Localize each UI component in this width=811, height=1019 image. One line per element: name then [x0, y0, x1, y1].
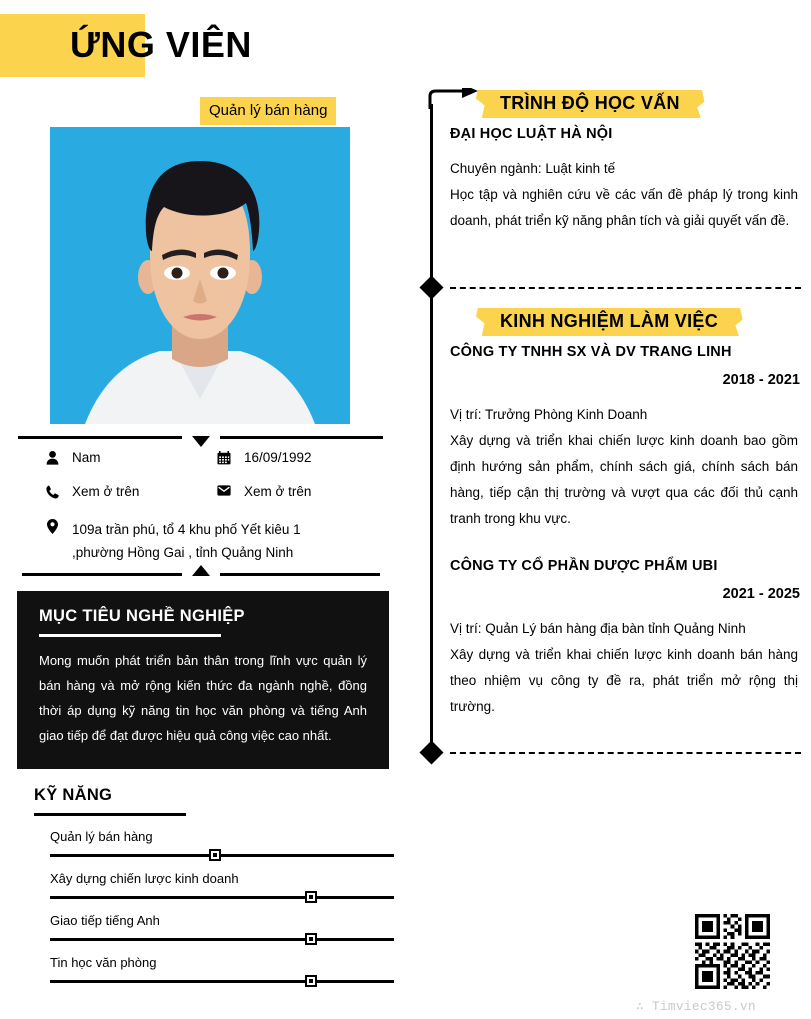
job-company: CÔNG TY TNHH SX VÀ DV TRANG LINH [450, 344, 732, 360]
job-description: Xây dựng và triển khai chiến lược kinh doanh bán hàng theo nhiệm vụ công ty đề ra, phát triển mở rộng thị trường. [450, 647, 798, 714]
qr-code-image [695, 914, 770, 989]
phone-value: Xem ở trên [72, 484, 140, 499]
skill-track-line [50, 854, 394, 857]
skill-label: Giao tiếp tiếng Anh [50, 913, 160, 928]
divider-top [18, 431, 383, 445]
skill-slider[interactable] [34, 975, 394, 987]
skill-track-line [50, 980, 394, 983]
career-objective-card [17, 591, 389, 769]
skill-item [34, 868, 394, 903]
location-pin-icon [44, 518, 60, 534]
education-major: Chuyên ngành: Luật kinh tế [450, 161, 616, 176]
email-value: Xem ở trên [244, 484, 312, 499]
address-value [72, 518, 301, 564]
contact-gender [44, 450, 101, 465]
timeline-spine [430, 104, 433, 754]
gender-value: Nam [72, 450, 101, 465]
skill-track-line [50, 896, 394, 899]
person-icon [44, 450, 60, 465]
objective-title: MỤC TIÊU NGHỀ NGHIỆP [39, 607, 245, 625]
skill-label: Tin học văn phòng [50, 955, 157, 970]
contact-email [216, 484, 311, 499]
job-years: 2018 - 2021 [722, 372, 800, 388]
timeline-dashed-line [450, 287, 801, 289]
experience-heading: KINH NGHIỆM LÀM VIỆC [486, 306, 732, 338]
avatar [50, 127, 350, 424]
skill-slider-handle[interactable] [305, 933, 317, 945]
skill-item [34, 952, 394, 987]
address-line-1: 109a trần phú, tổ 4 khu phố Yết kiêu 1 [72, 522, 301, 537]
contact-row-2 [18, 484, 400, 518]
education-school: ĐẠI HỌC LUẬT HÀ NỘI [450, 126, 613, 142]
skills-title: KỸ NĂNG [34, 786, 113, 804]
experience-job-1 [450, 344, 800, 532]
skills-section [34, 786, 394, 994]
contact-row-3 [18, 518, 400, 568]
skill-label: Quản lý bán hàng [50, 829, 153, 844]
timeline-arrow-icon [428, 88, 482, 110]
timeline-diamond [419, 275, 443, 299]
job-position: Vị trí: Trưởng Phòng Kinh Doanh [450, 407, 648, 422]
skills-rule [34, 813, 186, 816]
contact-list [18, 450, 400, 568]
skill-item [34, 910, 394, 945]
divider-bottom [22, 568, 380, 582]
portrait-illustration [50, 127, 350, 424]
job-position: Vị trí: Quản Lý bán hàng địa bàn tỉnh Quảng Ninh [450, 621, 746, 636]
objective-text: Mong muốn phát triển bản thân trong lĩnh vực quản lý bán hàng và mở rộng kiến thức đa ngành nghề, đồng thời áp dụng kỹ năng tin học văn phòng và tiếng Anh giao tiếp để đạt được hiệu quả công việc cao nhất. [39, 653, 367, 743]
skill-slider[interactable] [34, 933, 394, 945]
qr-code [695, 914, 770, 989]
phone-icon [44, 484, 60, 499]
objective-rule [39, 634, 221, 637]
contact-birthday [216, 450, 312, 465]
contact-row-1 [18, 450, 400, 484]
education-heading: TRÌNH ĐỘ HỌC VẤN [486, 88, 694, 120]
birthday-value: 16/09/1992 [244, 450, 312, 465]
skill-track-line [50, 938, 394, 941]
contact-address [44, 518, 394, 564]
skill-item [34, 826, 394, 861]
contact-phone [44, 484, 139, 499]
calendar-icon [216, 450, 232, 465]
skill-slider[interactable] [34, 849, 394, 861]
job-title-badge: Quản lý bán hàng [200, 97, 336, 125]
right-column [418, 0, 811, 1019]
skill-label: Xây dựng chiến lược kinh doanh [50, 871, 239, 886]
timeline-dashed-line [450, 752, 801, 754]
job-company: CÔNG TY CỔ PHẦN DƯỢC PHẨM UBI [450, 558, 718, 574]
skill-slider-handle[interactable] [209, 849, 221, 861]
watermark-brand: ∴ Timviec365.vn [636, 1000, 757, 1014]
skill-slider[interactable] [34, 891, 394, 903]
page-title: ỨNG VIÊN [70, 24, 252, 65]
education-description: Học tập và nghiên cứu về các vấn đề pháp lý trong kinh doanh, phát triển kỹ năng phân tích và giải quyết vấn đề. [450, 187, 798, 228]
experience-job-2 [450, 558, 800, 720]
skill-slider-handle[interactable] [305, 975, 317, 987]
education-block [450, 126, 800, 234]
skill-slider-handle[interactable] [305, 891, 317, 903]
job-description: Xây dựng và triển khai chiến lược kinh doanh bao gồm định hướng sản phẩm, chính sách giá, chính sách bán hàng, tiếp cận thị trường và vượt qua các đối thủ cạnh tranh trong khu vực. [450, 433, 798, 526]
job-years: 2021 - 2025 [722, 586, 800, 602]
address-line-2: ,phường Hồng Gai , tỉnh Quảng Ninh [72, 545, 294, 560]
envelope-icon [216, 484, 232, 496]
timeline-diamond [419, 740, 443, 764]
